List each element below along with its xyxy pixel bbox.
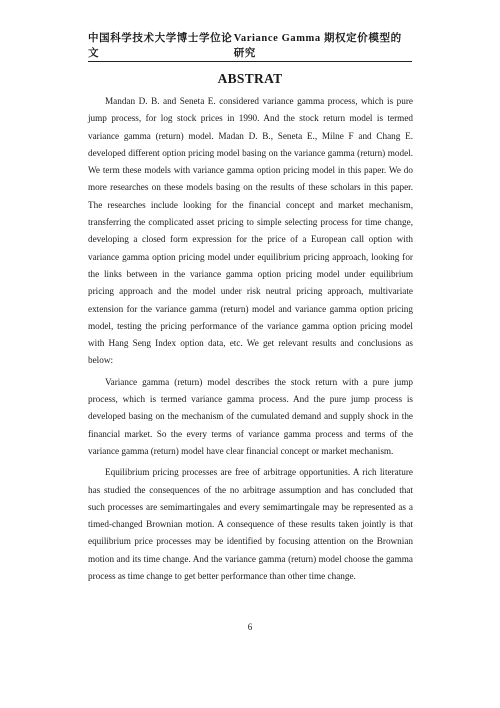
abstract-heading: ABSTRAT [217, 71, 283, 86]
abstract-paragraph-2: Variance gamma (return) model describes the stock return with a pure jump process, which is termed variance gamma process. And the pure jump process is developed basing on the mechanism of the cumulated demand and supply shock in the financial market. So the every terms of variance gamma process and terms of the variance gamma (return) model have clear financial concept or market mechanism. [88, 376, 413, 456]
header-rule [88, 61, 412, 62]
header-left-title: 中国科学技术大学博士学位论文 [88, 33, 233, 59]
abstract-paragraph-3: Equilibrium pricing processes are free of arbitrage opportunities. A rich literature has studied the consequences of the no arbitrage assumption and has concluded that such processes are semimartingales and every semimartingale may be represented as a timed-changed Brownian motion. A consequence of these results taken jointly is that equilibrium price processes may be identified by focusing attention on the Brownian motion and its time change. And the variance gamma (return) model choose the gamma process as time change to get better performance than other time change. [88, 467, 413, 582]
abstract-paragraph-1: Mandan D. B. and Seneta E. considered variance gamma process, which is pure jump process, for log stock prices in 1990. And the stock return model is termed variance gamma (return) model. Madan D. B., Seneta E., Milne F and Chang E. developed different option pricing model basing on the variance gamma (return) model. We term these models with variance gamma option pricing model in this paper. We do more researches on these models basing on the results of these scholars in this paper. The researches include looking for the financial concept and market mechanism, transferring the complicated asset pricing to simple selecting process for time change, developing a closed form expression for the price of a European call option with variance gamma option pricing model under equilibrium pricing approach, looking for the links between in the variance gamma option pricing model under equilibrium pricing approach and the model under risk neutral pricing approach, multivariate extension for the variance gamma (return) model and variance gamma option pricing model, testing the pricing performance of the variance gamma option pricing model with Hang Seng Index option data, etc. We get relevant results and conclusions as below: [88, 96, 413, 366]
page-number: 6 [247, 622, 253, 632]
header-right-title: Variance Gamma 期权定价模型的研究 [233, 33, 402, 59]
abstract-body [88, 93, 413, 585]
running-header [88, 33, 412, 60]
